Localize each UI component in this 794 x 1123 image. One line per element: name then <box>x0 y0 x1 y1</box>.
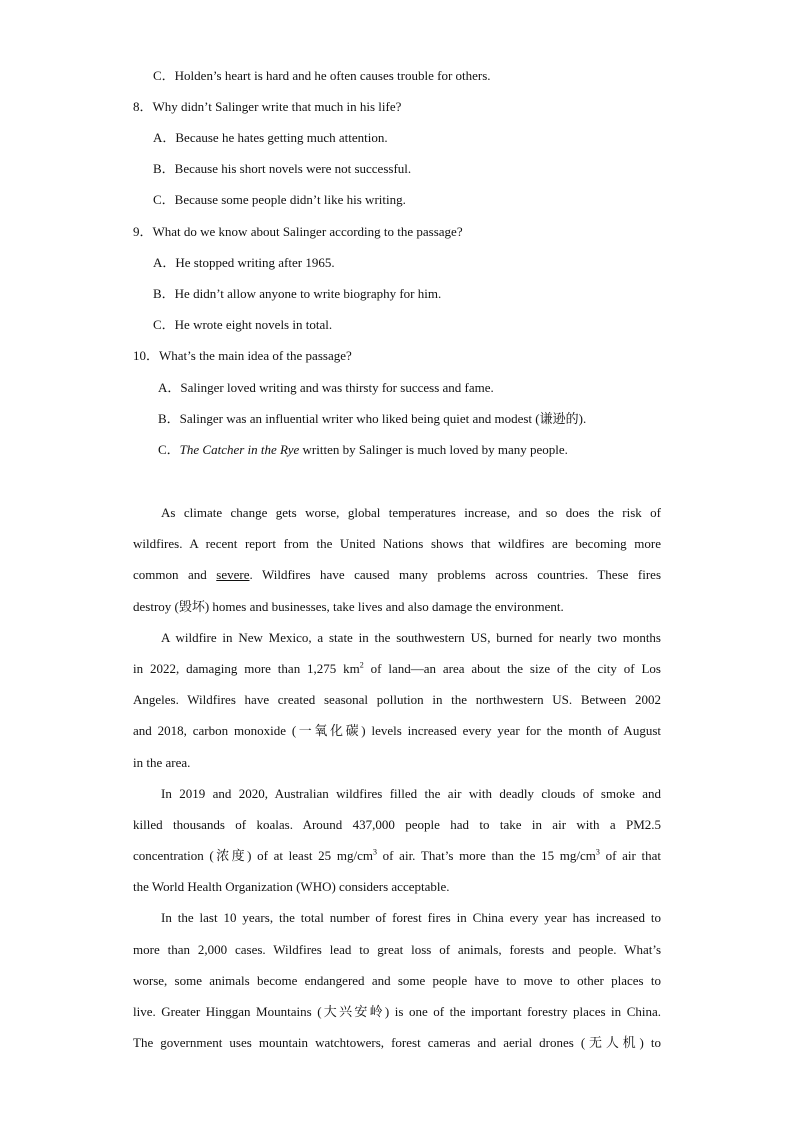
passage-p4-line: The government uses mountain watchtowers, forest cameras and aerial drones (无人机) to <box>133 1035 661 1051</box>
superscript: 2 <box>359 660 364 670</box>
passage-p3-line <box>133 840 661 871</box>
q8-option-b: B．Because his short novels were not successful. <box>153 161 412 176</box>
q10-option-c-prefix: C． <box>158 442 180 457</box>
text-run: common and <box>133 567 217 583</box>
passage-p2-line: A wildfire in New Mexico, a state in the southwestern US, burned for nearly two months <box>161 629 661 645</box>
q10-stem: 10．What’s the main idea of the passage? <box>133 348 352 363</box>
text-run: of land—an area about the size of the city of Los <box>363 660 661 676</box>
q9-option-c: C．He wrote eight novels in total. <box>153 317 333 332</box>
superscript: 3 <box>372 847 377 857</box>
passage-p2-line <box>133 653 661 684</box>
passage-p4-line: more than 2,000 cases. Wildfires lead to great loss of animals, forests and people. What’s <box>133 941 661 957</box>
q9-option-b: B．He didn’t allow anyone to write biography for him. <box>153 286 442 301</box>
q10-option-a: A．Salinger loved writing and was thirsty for success and fame. <box>158 380 494 395</box>
passage-p3-line: killed thousands of koalas. Around 437,000 people had to take in air with a PM2.5 <box>133 816 661 832</box>
passage-p4-line: worse, some animals become endangered and some people have to move to other places to <box>133 972 661 988</box>
text-run: of air that <box>599 848 661 864</box>
passage-p1-line <box>133 559 661 590</box>
passage-p1-line: destroy (毁坏) homes and businesses, take lives and also damage the environment. <box>133 598 564 614</box>
q8-option-c: C．Because some people didn’t like his writing. <box>153 192 406 207</box>
q8-stem: 8．Why didn’t Salinger write that much in his life? <box>133 99 402 114</box>
superscript: 3 <box>595 847 600 857</box>
passage-p1-line: As climate change gets worse, global temperatures increase, and so does the risk of <box>161 505 661 520</box>
q9-option-a: A．He stopped writing after 1965. <box>153 255 335 270</box>
text-run: of air. That’s more than the 15 mg/cm <box>376 848 596 864</box>
q10-option-b: B．Salinger was an influential writer who liked being quiet and modest (谦逊的). <box>158 411 587 426</box>
underlined-word: severe <box>216 567 250 583</box>
text-run: in 2022, damaging more than 1,275 km <box>133 660 360 676</box>
passage-p4-line: live. Greater Hinggan Mountains (大兴安岭) is one of the important forestry places in China. <box>133 1004 661 1019</box>
passage-p3-line: the World Health Organization (WHO) considers acceptable. <box>133 879 450 895</box>
passage-p1-line: wildfires. A recent report from the United Nations shows that wildfires are becoming more <box>133 536 661 552</box>
passage-p3-line: In 2019 and 2020, Australian wildfires filled the air with deadly clouds of smoke and <box>161 785 661 801</box>
q7-option-c: C．Holden’s heart is hard and he often causes trouble for others. <box>153 68 491 83</box>
q10-option-c <box>158 442 568 458</box>
passage <box>133 497 661 1058</box>
passage-p2-line: Angeles. Wildfires have created seasonal pollution in the northwestern US. Between 2002 <box>133 692 661 708</box>
text-run: . Wildfires have caused many problems across countries. These fires <box>249 567 661 583</box>
book-title: The Catcher in the Rye <box>179 442 300 457</box>
passage-p4-line: In the last 10 years, the total number of forest fires in China every year has increased to <box>161 910 661 926</box>
q8-option-a: A．Because he hates getting much attention. <box>153 130 388 145</box>
q10-option-c-rest: written by Salinger is much loved by many people. <box>299 442 568 457</box>
passage-p2-line: in the area. <box>133 754 191 770</box>
text-run: concentration (浓度) of at least 25 mg/cm <box>133 848 373 864</box>
q9-stem: 9．What do we know about Salinger according to the passage? <box>133 224 463 239</box>
passage-p2-line: and 2018, carbon monoxide (一氧化碳) levels increased every year for the month of August <box>133 723 661 739</box>
